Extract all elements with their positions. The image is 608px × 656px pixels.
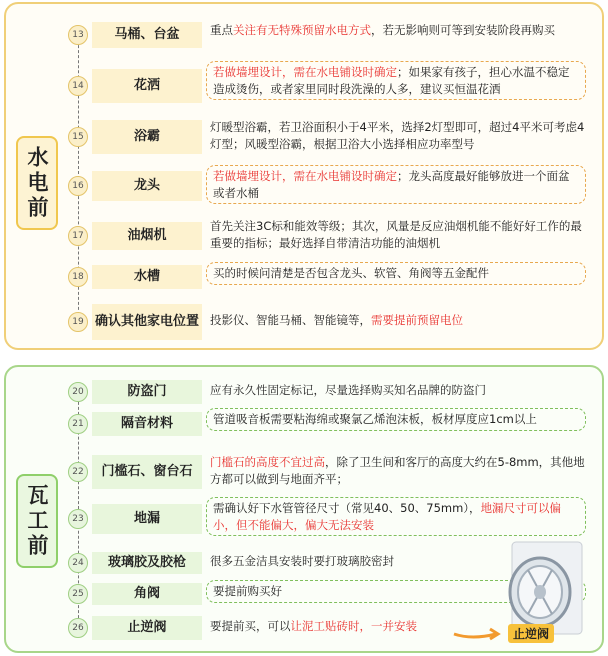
item-description [210, 22, 590, 39]
item-description [210, 382, 590, 399]
item-number: 20 [68, 382, 88, 402]
highlight-text: 让泥工贴砖时，一并安装 [290, 619, 417, 633]
description-text: 要提前买，可以 [210, 619, 291, 633]
item-number: 25 [68, 584, 88, 604]
item-name: 地漏 [92, 504, 202, 534]
description-text: ；如果家有孩子，担心水温不稳定造成烫伤，或者家里同时段洗澡的人多，建议买恒温花洒 [213, 65, 570, 96]
description-text: 买的时候问清楚是否包含龙头、软管、角阀等五金配件 [213, 266, 489, 280]
item-description [206, 408, 586, 431]
item-description [206, 262, 586, 285]
description-text: ；龙头高度最好能够放进一个面盆或者水桶 [213, 169, 570, 200]
description-text: ，除了卫生间和客厅的高度大约在5-8mm，其他地方都可以做到与地面齐平； [210, 455, 585, 486]
description-text: 灯暖型浴霸，若卫浴面积小于4平米，选择2灯型即可，超过4平米可考虑4灯型；风暖型浴霸，根据卫浴大小选择相应功率型号 [210, 120, 585, 151]
item-number: 18 [68, 267, 88, 287]
item-name: 浴霸 [92, 120, 202, 154]
description-text: 首先关注3C标和能效等级；其次，风量是反应油烟机能不能好好工作的最重要的指标；最好选择自带清洁功能的油烟机 [210, 219, 582, 250]
item-number: 15 [68, 127, 88, 147]
arrow-icon [452, 626, 502, 642]
item-name: 隔音材料 [92, 412, 202, 436]
item-name: 门槛石、窗台石 [92, 455, 202, 489]
item-number: 13 [68, 25, 88, 45]
item-number: 22 [68, 462, 88, 482]
description-text: 要提前购买好 [213, 584, 282, 598]
highlight-text: 需要提前预留电位 [371, 313, 463, 327]
description-text: 很多五金洁具安装时要打玻璃胶密封 [210, 554, 394, 568]
item-description [210, 454, 590, 487]
item-number: 26 [68, 618, 88, 638]
item-number: 24 [68, 553, 88, 573]
item-number: 14 [68, 76, 88, 96]
item-name: 水槽 [92, 265, 202, 289]
highlight-text: 若做墙埋设计，需在水电铺设时确定 [213, 65, 397, 79]
item-number: 19 [68, 312, 88, 332]
highlight-text: 地漏尺寸可以偏小，但不能偏大，偏大无法安装 [213, 501, 562, 532]
description-text: 应有永久性固定标记，尽量选择购买知名品牌的防盗门 [210, 383, 486, 397]
item-number: 23 [68, 509, 88, 529]
item-name: 防盗门 [92, 380, 202, 404]
item-description [206, 165, 586, 204]
highlight-text: 若做墙埋设计，需在水电铺设时确定 [213, 169, 397, 183]
item-description [206, 61, 586, 100]
item-name: 油烟机 [92, 222, 202, 250]
item-number: 17 [68, 226, 88, 246]
description-text: 重点 [210, 23, 233, 37]
item-name: 角阀 [92, 583, 202, 605]
description-text: 投影仪、智能马桶、智能镜等， [210, 313, 371, 327]
item-name: 玻璃胶及胶枪 [92, 552, 202, 574]
item-description [210, 312, 590, 329]
item-name: 马桶、台盆 [92, 22, 202, 48]
item-description [210, 119, 590, 152]
item-number: 16 [68, 176, 88, 196]
item-name: 止逆阀 [92, 616, 202, 640]
description-text: 管道吸音板需要粘海绵或聚氯乙烯泡沫板，板材厚度应1cm以上 [213, 412, 537, 426]
highlight-text: 门槛石的高度不宜过高 [210, 455, 325, 469]
section-label-plumbing: 水电前 [16, 136, 58, 230]
illustration-label: 止逆阀 [508, 624, 554, 643]
item-name: 花洒 [92, 69, 202, 103]
description-text: 需确认好下水管管径尺寸（常见40、50、75mm）， [213, 501, 481, 515]
description-text: ，若无影响则可等到安装阶段再购买 [371, 23, 555, 37]
section-label-tiling: 瓦工前 [16, 474, 58, 568]
item-name: 龙头 [92, 171, 202, 201]
highlight-text: 关注有无特殊预留水电方式 [233, 23, 371, 37]
item-description [210, 218, 590, 251]
item-name: 确认其他家电位置 [92, 304, 202, 340]
item-description [206, 497, 586, 536]
item-number: 21 [68, 414, 88, 434]
